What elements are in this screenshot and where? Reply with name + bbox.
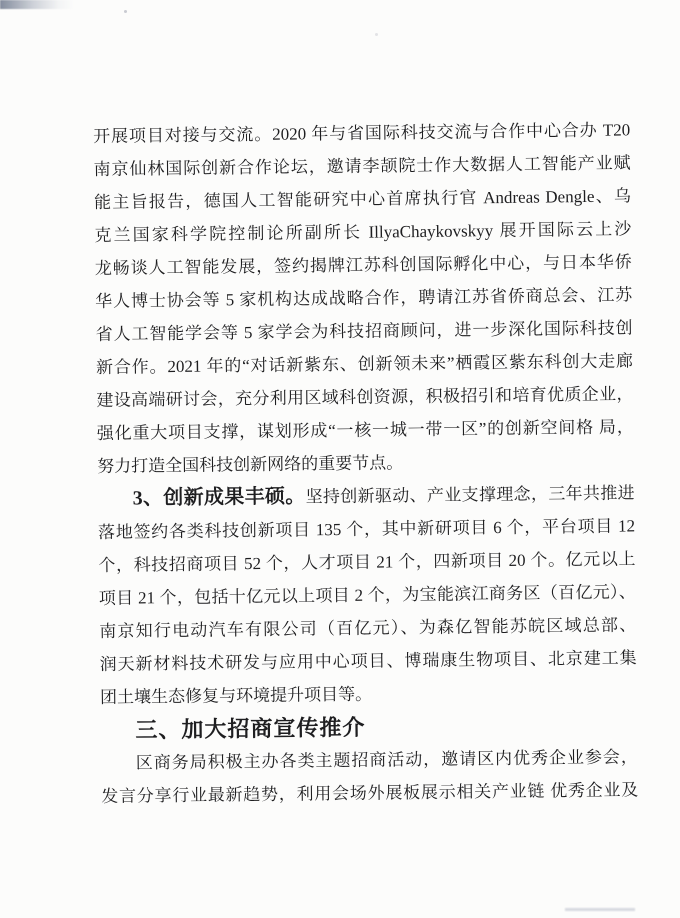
text-line: 强化重大项目支撑，谋划形成“一核一城一带一区”的创新空间格 局， <box>96 417 634 443</box>
text-line: 南京仙林国际创新合作论坛，邀请李颉院士作大数据人工智能产业赋 <box>93 153 631 179</box>
scan-artifact-smudge <box>0 0 74 9</box>
text-line: 发言分享行业最新趋势，利用会场外展板展示相关产业链 优秀企业及 <box>101 780 639 806</box>
text-line: 努力打造全国科技创新网络的重要节点。 <box>97 453 404 476</box>
text-line: 南京知行电动汽车有限公司（百亿元）、为森亿智能苏皖区域总部、 <box>99 615 637 641</box>
section-heading: 三、加大招商宣传推介 <box>135 714 366 743</box>
scan-artifact-speck <box>124 10 127 13</box>
text-line: 落地签约各类科技创新项目 135 个，其中新研项目 6 个，平台项目 12 <box>97 516 636 542</box>
scan-artifact-streak <box>565 908 635 911</box>
text-line: 省人工智能学会等 5 家学会为科技招商顾问，进一步深化国际科技创 <box>95 318 633 344</box>
text-line: 区商务局积极主办各类主题招商活动，邀请区内优秀企业参会， <box>135 747 638 773</box>
text-line: 龙畅谈人工智能发展，签约揭牌江苏科创国际孵化中心，与日本华侨 <box>94 252 632 278</box>
text-line: 开展项目对接与交流。2020 年与省国际科技交流与合作中心合办 T20 <box>93 120 631 146</box>
line-text: 坚持创新驱动、产业支撑理念，三年共推进 <box>305 483 635 507</box>
bold-lead-text: 3、创新成果丰硕。 <box>132 485 306 510</box>
text-line: 新合作。2021 年的“对话新紫东、创新领未来”栖霞区紫东科创大走廊 <box>95 351 634 377</box>
text-line: 克兰国家科学院控制论所副所长 IllyaChaykovskyy 展开国际云上沙 <box>94 219 632 245</box>
text-line: 项目 21 个，包括十亿元以上项目 2 个，为宝能滨江商务区（百亿元）、 <box>98 582 636 608</box>
text-line: 华人博士协会等 5 家机构达成战略合作，聘请江苏省侨商总会、江苏 <box>95 285 633 311</box>
text-line: 建设高端研讨会，充分利用区域科创资源，积极招引和培育优质企业， <box>96 384 634 410</box>
text-line: 团土壤生态修复与环境提升项目等。 <box>99 684 373 707</box>
text-line: 个，科技招商项目 52 个，人才项目 21 个，四新项目 20 个。亿元以上 <box>98 549 636 575</box>
scan-artifact-speck <box>375 33 378 36</box>
text-line: 润天新材料技术研发与应用中心项目、博瑞康生物项目、北京建工集 <box>99 648 637 674</box>
text-line: 能主旨报告，德国人工智能研究中心首席执行官 Andreas Dengle、乌 <box>93 186 632 212</box>
document-text <box>93 113 638 813</box>
